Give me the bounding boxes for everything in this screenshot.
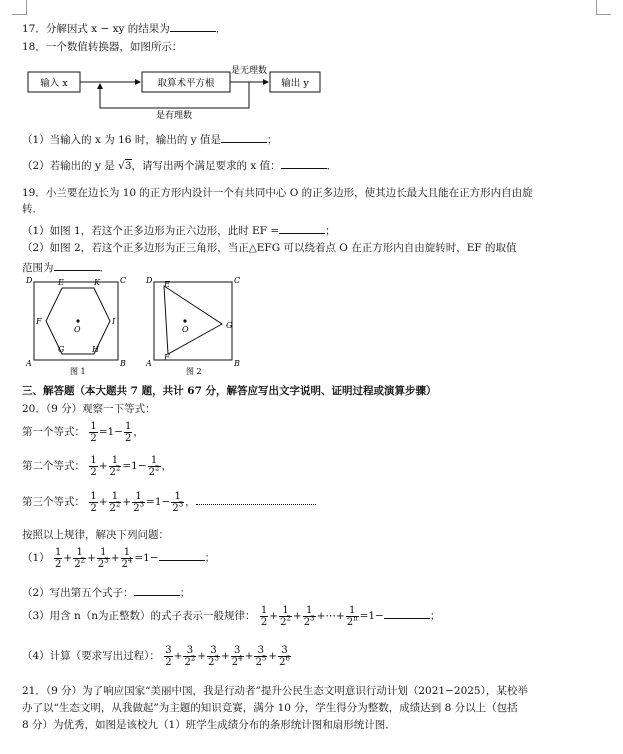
fig1-label: H (92, 345, 99, 354)
sqrt-expression: √3 (118, 160, 132, 172)
q17-text: 17．分解因式 x − xy 的结果为 (22, 23, 170, 35)
q20-p3-text: （3）用含 n（n为正整数）的式子表示一般规律： (22, 610, 256, 622)
answer-blank (384, 607, 430, 619)
input-label: 输入 x (40, 78, 68, 89)
q18-p2-text: （2）若输出的 y 是 (22, 160, 115, 172)
q20-part3: （3）用含 n（n为正整数）的式子表示一般规律： $\frac{1}{2}$ + $\frac{1}{2^2}$ + $\frac{1}{2^3}$ +⋯+ $\frac{1}{2^n}$ =1− ； (22, 604, 441, 628)
q19-stem-2: 转． (22, 203, 43, 215)
eq1-label: 第一个等式： (22, 426, 85, 438)
q19-part2-cont: 范围为 ． (22, 259, 110, 275)
q20-part2: （2）写出第五个式子： ； (22, 584, 190, 600)
fig2-label: C (234, 276, 241, 285)
answer-blank (279, 222, 325, 234)
fig2-label: B (234, 359, 240, 368)
figure-1-hexagon (22, 274, 132, 378)
answer-blank (221, 131, 267, 143)
answer-blank (134, 584, 180, 596)
q19-part2: （2）如图 2，若这个正多边形为正三角形，当正△EFG 可以绕着点 O 在正方形内自由旋转时，EF 的取值 (22, 242, 517, 254)
q21-line-3: 8 分）为优秀，如图是该校九（1）班学生成绩分布的条形统计图和扇形统计图． (22, 719, 396, 731)
q19-p1-text: （1）如图 1，若这个正多边形为正六边形，此时 EF = (22, 225, 280, 237)
q20-rule: 按照以上规律，解决下列问题： (22, 529, 169, 541)
irrational-label: 是无理数 (230, 66, 268, 76)
fig1-label: D (26, 276, 33, 285)
fig1-caption: 图 1 (70, 367, 86, 376)
answer-blank (159, 549, 205, 561)
q20-eq3: 第三个等式： $\frac{1}{2}$ + $\frac{1}{2^2}$ + $\frac{1}{2^3}$ =1− $\frac{1}{2^3}$ ， (22, 490, 316, 514)
q18-stem: 18．一个数值转换器，如图所示： (22, 41, 183, 53)
q20-p4-text: （4）计算（要求写出过程）： (22, 650, 160, 662)
output-label: 输出 y (281, 78, 309, 89)
fig1-label: O (74, 325, 81, 334)
question-17: 17．分解因式 x − xy 的结果为 ． (22, 20, 226, 36)
fig1-label: C (120, 276, 127, 285)
q18-p2-text2: ，请写出两个满足要求的 x 值： (131, 160, 281, 172)
fig1-label: K (94, 278, 100, 287)
section-heading: 三、解答题（本大题共 7 题，共计 67 分，解答应写出文字说明、证明过程或演算步骤） (22, 385, 437, 397)
fig2-label: O (182, 325, 189, 334)
rational-label: 是有理数 (155, 111, 193, 120)
fig2-label: D (146, 276, 153, 285)
answer-blank (54, 259, 100, 271)
answer-blank (170, 20, 216, 32)
flowchart (22, 60, 332, 120)
fig1-label: B (120, 359, 126, 368)
q19-part1: （1）如图 1，若这个正多边形为正六边形，此时 EF = ； (22, 222, 336, 238)
q20-part4: （4）计算（要求写出过程）： $\frac{3}{2}$ + $\frac{3}{2^2}$ + $\frac{3}{2^3}$ + $\frac{3}{2^4}$ + $\frac{3}{2^5}$ + $\frac{3}{2^6}$ (22, 644, 290, 668)
q19-p2b-text: 范围为 (22, 262, 54, 274)
q20-eq1: 第一个等式： $\frac{1}{2}$ =1− $\frac{1}{2}$ ， (22, 420, 144, 444)
fig2-label: A (146, 359, 152, 368)
q20-stem: 20．（9 分）观察一下等式： (22, 403, 156, 415)
eq2-label: 第二个等式： (22, 460, 85, 472)
fig2-label: G (226, 321, 233, 330)
fig2-label: E (164, 280, 170, 289)
fig1-label: F (36, 317, 42, 326)
q20-part1: （1） $\frac{1}{2}$ + $\frac{1}{2^2}$ + $\frac{1}{2^3}$ + $\frac{1}{2^4}$ =1− ； (22, 546, 216, 570)
q19-stem-1: 19．小兰要在边长为 10 的正方形内设计一个有共同中心 O 的正多边形，使其边长最大且能在正方形内自由旋 (22, 187, 533, 199)
eq3-label: 第三个等式： (22, 496, 85, 508)
dotted-continuation (196, 504, 316, 505)
figure-2-triangle (142, 274, 252, 378)
sqrt-radicand: 3 (124, 160, 132, 172)
q20-p1-label: （1） (22, 552, 50, 564)
q18-part2: （2）若输出的 y 是 √3，请写出两个满足要求的 x 值： ． (22, 157, 337, 173)
process-label: 取算术平方根 (157, 78, 215, 89)
q21-line-2: 办了以“生态文明，从我做起”为主题的知识竞赛，满分 10 分，学生得分为整数，成绩达到 8 分以上（包括 (22, 702, 518, 714)
answer-blank (281, 157, 327, 169)
page-corner-mark (12, 0, 27, 15)
fig2-label: F (164, 353, 170, 362)
page-corner-mark (596, 0, 611, 15)
fig2-caption: 图 2 (186, 367, 202, 376)
fig1-label: A (26, 359, 32, 368)
q20-eq2: 第二个等式： $\frac{1}{2}$ + $\frac{1}{2^2}$ =1− $\frac{1}{2^2}$ ， (22, 454, 172, 478)
fig1-label: I (112, 317, 116, 326)
q18-p1-text: （1）当输入的 x 为 16 时，输出的 y 值是 (22, 134, 221, 146)
fig1-label: G (58, 345, 65, 354)
q18-part1: （1）当输入的 x 为 16 时，输出的 y 值是 ； (22, 131, 277, 147)
q20-p2-text: （2）写出第五个式子： (22, 587, 134, 599)
fig1-label: E (58, 278, 64, 287)
q21-line-1: 21．（9 分）为了响应国家“美丽中国，我是行动者”提升公民生态文明意识行动计划（2021−2025），某校举 (22, 685, 528, 697)
